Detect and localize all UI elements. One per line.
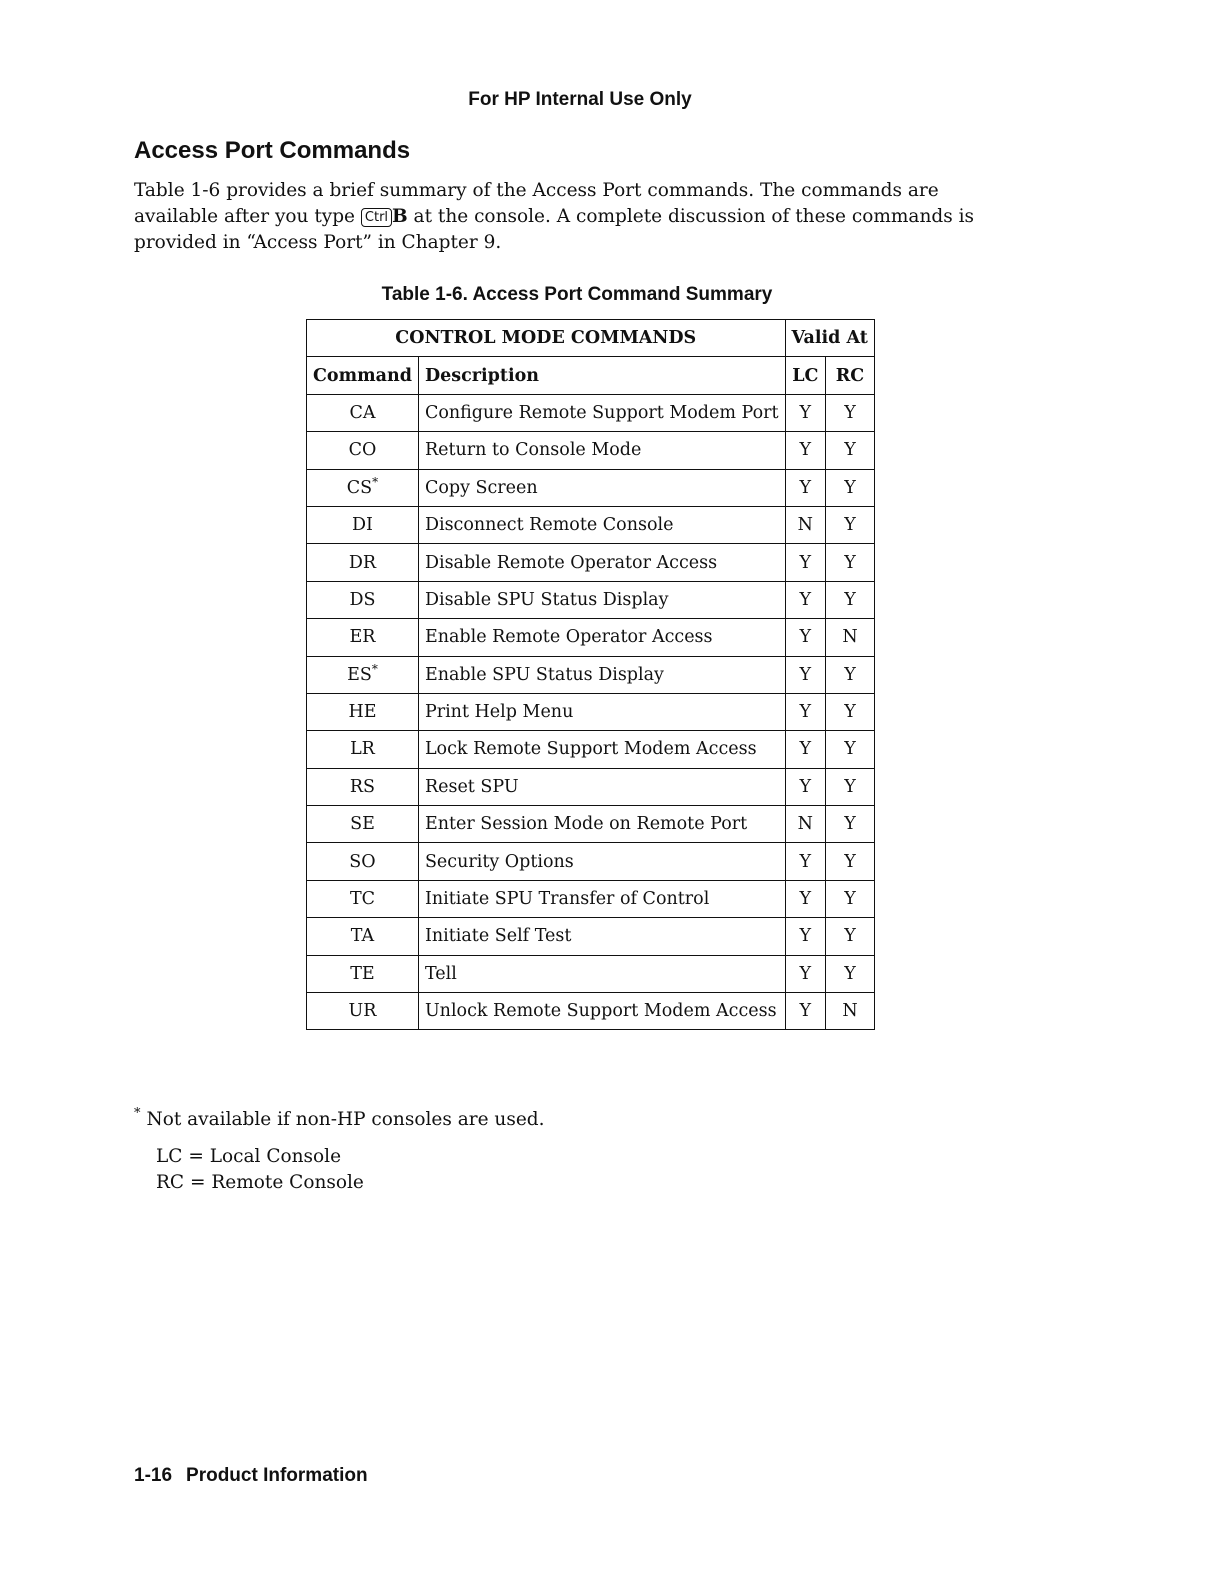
command-code: DI — [351, 515, 373, 536]
footnote-reference-mark: * — [371, 661, 378, 676]
footer-section-name: Product Information — [186, 1465, 368, 1486]
command-cell — [307, 955, 419, 992]
description-cell: Initiate Self Test — [418, 918, 785, 955]
rc-cell: Y — [826, 731, 875, 768]
table-row — [307, 394, 875, 431]
rc-cell: N — [826, 993, 875, 1030]
rc-cell: Y — [826, 544, 875, 581]
table-row — [307, 432, 875, 469]
legend-lc: LC = Local Console — [156, 1146, 342, 1167]
lc-cell: Y — [785, 432, 826, 469]
lc-cell: Y — [785, 394, 826, 431]
description-cell: Lock Remote Support Modem Access — [418, 731, 785, 768]
command-cell — [307, 394, 419, 431]
description-cell: Reset SPU — [418, 768, 785, 805]
command-cell — [307, 432, 419, 469]
command-code: UR — [348, 1001, 377, 1022]
lc-cell: Y — [785, 581, 826, 618]
description-cell: Security Options — [418, 843, 785, 880]
table-row — [307, 955, 875, 992]
command-summary-table — [306, 319, 875, 1030]
command-code: HE — [348, 702, 377, 723]
footnote-text: Not available if non-HP consoles are used. — [146, 1109, 545, 1130]
command-cell — [307, 581, 419, 618]
lc-cell: Y — [785, 955, 826, 992]
command-code: TA — [350, 926, 375, 947]
table-row — [307, 506, 875, 543]
command-code: TC — [349, 889, 375, 910]
command-cell — [307, 768, 419, 805]
intro-line-3: provided in “Access Port” in Chapter 9. — [134, 232, 502, 253]
description-cell: Copy Screen — [418, 469, 785, 506]
rc-cell: Y — [826, 506, 875, 543]
table-row — [307, 693, 875, 730]
rc-cell: Y — [826, 656, 875, 693]
command-code: DS — [349, 589, 376, 610]
intro-line-1: Table 1-6 provides a brief summary of the Access Port commands. The commands are — [134, 180, 939, 201]
footnote — [134, 1106, 545, 1130]
command-code: SE — [350, 814, 375, 835]
description-cell: Disable Remote Operator Access — [418, 544, 785, 581]
lc-cell: Y — [785, 693, 826, 730]
lc-column-header: LC — [785, 357, 826, 394]
lc-cell: Y — [785, 918, 826, 955]
abbreviation-legend — [156, 1144, 364, 1196]
command-cell — [307, 806, 419, 843]
table-caption: Table 1-6. Access Port Command Summary — [381, 284, 773, 305]
table-column-header-row — [307, 357, 875, 394]
rc-cell: Y — [826, 432, 875, 469]
table-row — [307, 993, 875, 1030]
rc-cell: N — [826, 619, 875, 656]
rc-cell: Y — [826, 768, 875, 805]
lc-cell: Y — [785, 731, 826, 768]
intro-line-2-end: at the console. A complete discussion of these commands is — [407, 206, 975, 227]
rc-cell: Y — [826, 806, 875, 843]
lc-cell: Y — [785, 656, 826, 693]
lc-cell: Y — [785, 843, 826, 880]
lc-cell: N — [785, 806, 826, 843]
description-column-header: Description — [418, 357, 785, 394]
internal-use-notice: For HP Internal Use Only — [468, 89, 692, 110]
command-cell — [307, 693, 419, 730]
command-code: CA — [349, 402, 376, 423]
description-cell: Initiate SPU Transfer of Control — [418, 880, 785, 917]
command-cell — [307, 918, 419, 955]
command-cell — [307, 993, 419, 1030]
description-cell: Return to Console Mode — [418, 432, 785, 469]
command-code: RS — [349, 776, 376, 797]
intro-paragraph — [134, 178, 1004, 256]
table-row — [307, 843, 875, 880]
rc-cell: Y — [826, 394, 875, 431]
rc-cell: Y — [826, 918, 875, 955]
table-row — [307, 806, 875, 843]
legend-rc: RC = Remote Console — [156, 1172, 364, 1193]
description-cell: Tell — [418, 955, 785, 992]
table-row — [307, 469, 875, 506]
page-footer — [134, 1465, 368, 1487]
command-code: SO — [349, 851, 376, 872]
command-cell — [307, 506, 419, 543]
description-cell: Configure Remote Support Modem Port — [418, 394, 785, 431]
valid-at-header: Valid At — [785, 320, 874, 357]
command-cell — [307, 619, 419, 656]
description-cell: Disable SPU Status Display — [418, 581, 785, 618]
rc-cell: Y — [826, 843, 875, 880]
command-column-header: Command — [307, 357, 419, 394]
rc-cell: Y — [826, 693, 875, 730]
page-number: 1-16 — [134, 1465, 173, 1486]
lc-cell: Y — [785, 619, 826, 656]
table-row — [307, 731, 875, 768]
table-row — [307, 656, 875, 693]
rc-cell: Y — [826, 581, 875, 618]
rc-cell: Y — [826, 955, 875, 992]
command-cell — [307, 544, 419, 581]
table-group-header-row — [307, 320, 875, 357]
table-row — [307, 768, 875, 805]
key-letter: B — [392, 206, 408, 227]
footnote-mark: * — [134, 1106, 141, 1121]
command-cell — [307, 843, 419, 880]
description-cell: Disconnect Remote Console — [418, 506, 785, 543]
lc-cell: Y — [785, 768, 826, 805]
rc-column-header: RC — [826, 357, 875, 394]
command-cell — [307, 469, 419, 506]
command-cell — [307, 880, 419, 917]
command-code: ER — [349, 627, 376, 648]
table-row — [307, 581, 875, 618]
intro-line-2 — [134, 204, 1004, 230]
lc-cell: N — [785, 506, 826, 543]
lc-cell: Y — [785, 544, 826, 581]
command-code: DR — [348, 552, 377, 573]
table-row — [307, 544, 875, 581]
description-cell: Print Help Menu — [418, 693, 785, 730]
command-cell — [307, 656, 419, 693]
rc-cell: Y — [826, 880, 875, 917]
command-code: LR — [350, 739, 375, 760]
table-row — [307, 918, 875, 955]
control-mode-header: CONTROL MODE COMMANDS — [307, 320, 786, 357]
footnote-reference-mark: * — [372, 474, 379, 489]
section-title: Access Port Commands — [134, 137, 411, 164]
table-row — [307, 619, 875, 656]
description-cell: Unlock Remote Support Modem Access — [418, 993, 785, 1030]
description-cell: Enter Session Mode on Remote Port — [418, 806, 785, 843]
table-row — [307, 880, 875, 917]
description-cell: Enable Remote Operator Access — [418, 619, 785, 656]
lc-cell: Y — [785, 993, 826, 1030]
rc-cell: Y — [826, 469, 875, 506]
command-code: CS — [346, 477, 373, 498]
lc-cell: Y — [785, 469, 826, 506]
command-code: ES — [347, 664, 372, 685]
command-code: TE — [350, 963, 375, 984]
command-cell — [307, 731, 419, 768]
description-cell: Enable SPU Status Display — [418, 656, 785, 693]
intro-line-2-start: available after you type — [134, 206, 361, 227]
ctrl-key-icon: Ctrl — [361, 208, 392, 227]
lc-cell: Y — [785, 880, 826, 917]
command-code: CO — [348, 440, 377, 461]
